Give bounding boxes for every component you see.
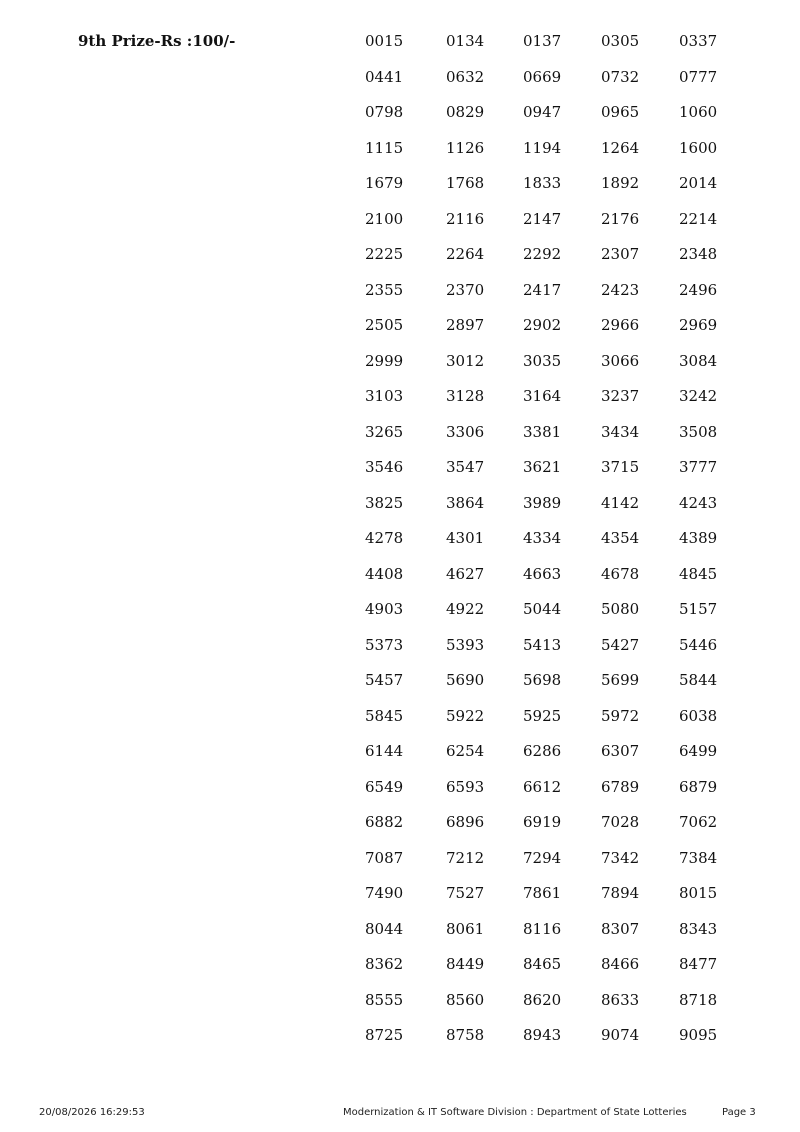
winning-number: 5393 <box>446 635 485 654</box>
number-row <box>365 137 745 173</box>
winning-number: 2292 <box>523 245 562 263</box>
winning-number: 8465 <box>523 955 562 973</box>
winning-number: 1600 <box>679 138 718 157</box>
number-row <box>365 350 745 386</box>
number-row <box>365 172 745 208</box>
winning-number: 0669 <box>523 67 562 86</box>
number-row <box>365 101 745 137</box>
winning-number: 3989 <box>523 493 562 512</box>
winning-number: 0829 <box>446 103 485 121</box>
number-row <box>365 669 745 705</box>
winning-number: 3128 <box>446 387 485 405</box>
number-row <box>365 456 745 492</box>
winning-number: 3265 <box>365 422 404 441</box>
winning-number: 5690 <box>446 671 485 689</box>
winning-number: 6919 <box>523 813 562 831</box>
winning-number: 7294 <box>523 848 562 867</box>
winning-number: 2897 <box>446 316 485 334</box>
winning-number: 6789 <box>601 777 640 796</box>
winning-number: 5044 <box>523 600 562 618</box>
winning-number: 2116 <box>446 209 485 228</box>
winning-number: 1679 <box>365 174 404 192</box>
winning-number: 3084 <box>679 351 718 370</box>
winning-number: 6612 <box>523 777 562 796</box>
winning-number: 5698 <box>523 671 562 689</box>
winning-number: 0732 <box>601 67 640 86</box>
winning-number: 0965 <box>601 103 640 121</box>
winning-number: 8758 <box>446 1026 485 1044</box>
winning-number: 5845 <box>365 706 404 725</box>
winning-number: 8718 <box>679 990 718 1009</box>
winning-number: 7894 <box>601 884 640 902</box>
winning-number: 7062 <box>679 813 718 831</box>
number-row <box>365 243 745 279</box>
winning-number: 6879 <box>679 777 718 796</box>
winning-number: 4845 <box>679 564 718 583</box>
winning-number: 8943 <box>523 1026 562 1044</box>
winning-number: 1115 <box>365 138 404 157</box>
winning-number: 3381 <box>523 422 562 441</box>
winning-number: 0947 <box>523 103 562 121</box>
winning-number: 8307 <box>601 919 640 938</box>
winning-number: 8015 <box>679 884 718 902</box>
winning-number: 0632 <box>446 67 485 86</box>
winning-number: 3237 <box>601 387 640 405</box>
winning-number: 3715 <box>601 458 640 476</box>
number-row <box>365 279 745 315</box>
number-row <box>365 30 745 66</box>
winning-number: 1833 <box>523 174 562 192</box>
winning-number: 2902 <box>523 316 562 334</box>
winning-number: 6499 <box>679 742 718 760</box>
winning-number: 9074 <box>601 1026 640 1044</box>
winning-number: 3035 <box>523 351 562 370</box>
number-row <box>365 527 745 563</box>
winning-number: 3164 <box>523 387 562 405</box>
winning-number: 2417 <box>523 280 562 299</box>
winning-number: 3012 <box>446 351 485 370</box>
winning-number: 7028 <box>601 813 640 831</box>
winning-numbers-grid <box>365 30 745 1060</box>
winning-number: 2370 <box>446 280 485 299</box>
winning-number: 5080 <box>601 600 640 618</box>
number-row <box>365 953 745 989</box>
winning-number: 3621 <box>523 458 562 476</box>
winning-number: 5457 <box>365 671 404 689</box>
winning-number: 2014 <box>679 174 718 192</box>
number-row <box>365 1024 745 1060</box>
number-row <box>365 385 745 421</box>
winning-number: 4142 <box>601 493 640 512</box>
winning-number: 2307 <box>601 245 640 263</box>
winning-number: 0798 <box>365 103 404 121</box>
winning-number: 3864 <box>446 493 485 512</box>
winning-number: 2264 <box>446 245 485 263</box>
winning-number: 8343 <box>679 919 718 938</box>
winning-number: 7212 <box>446 848 485 867</box>
winning-number: 6549 <box>365 777 404 796</box>
winning-number: 7861 <box>523 884 562 902</box>
winning-number: 0134 <box>446 32 485 50</box>
winning-number: 2496 <box>679 280 718 299</box>
winning-number: 1892 <box>601 174 640 192</box>
number-row <box>365 421 745 457</box>
winning-number: 2966 <box>601 316 640 334</box>
winning-number: 8466 <box>601 955 640 973</box>
number-row <box>365 811 745 847</box>
winning-number: 3434 <box>601 422 640 441</box>
winning-number: 4278 <box>365 529 404 547</box>
winning-number: 6254 <box>446 742 485 760</box>
print-timestamp: 20/08/2026 16:29:53 <box>39 1107 145 1118</box>
winning-number: 5413 <box>523 635 562 654</box>
winning-number: 4663 <box>523 564 562 583</box>
winning-number: 2348 <box>679 245 718 263</box>
winning-number: 8044 <box>365 919 404 938</box>
winning-number: 5972 <box>601 706 640 725</box>
number-row <box>365 882 745 918</box>
winning-number: 8362 <box>365 955 404 973</box>
winning-number: 3547 <box>446 458 485 476</box>
winning-number: 4243 <box>679 493 718 512</box>
winning-number: 2176 <box>601 209 640 228</box>
winning-number: 1126 <box>446 138 485 157</box>
winning-number: 3825 <box>365 493 404 512</box>
winning-number: 6144 <box>365 742 404 760</box>
winning-number: 4301 <box>446 529 485 547</box>
winning-number: 0337 <box>679 32 718 50</box>
winning-number: 1768 <box>446 174 485 192</box>
number-row <box>365 208 745 244</box>
number-row <box>365 705 745 741</box>
winning-number: 4627 <box>446 564 485 583</box>
winning-number: 6593 <box>446 777 485 796</box>
winning-number: 5922 <box>446 706 485 725</box>
winning-number: 8061 <box>446 919 485 938</box>
winning-number: 8555 <box>365 990 404 1009</box>
winning-number: 1060 <box>679 103 718 121</box>
winning-number: 8477 <box>679 955 718 973</box>
winning-number: 8449 <box>446 955 485 973</box>
winning-number: 0015 <box>365 32 404 50</box>
winning-number: 3242 <box>679 387 718 405</box>
number-row <box>365 598 745 634</box>
winning-number: 8633 <box>601 990 640 1009</box>
number-row <box>365 66 745 102</box>
prize-title: 9th Prize-Rs :100/- <box>78 32 236 50</box>
winning-number: 9095 <box>679 1026 718 1044</box>
winning-number: 8116 <box>523 919 562 938</box>
winning-number: 4903 <box>365 600 404 618</box>
winning-number: 2355 <box>365 280 404 299</box>
winning-number: 4408 <box>365 564 404 583</box>
winning-number: 5844 <box>679 671 718 689</box>
winning-number: 4334 <box>523 529 562 547</box>
winning-number: 2423 <box>601 280 640 299</box>
winning-number: 6307 <box>601 742 640 760</box>
winning-number: 5427 <box>601 635 640 654</box>
winning-number: 3508 <box>679 422 718 441</box>
winning-number: 0137 <box>523 32 562 50</box>
winning-number: 3066 <box>601 351 640 370</box>
winning-number: 3777 <box>679 458 718 476</box>
winning-number: 3103 <box>365 387 404 405</box>
winning-number: 8725 <box>365 1026 404 1044</box>
winning-number: 7087 <box>365 848 404 867</box>
winning-number: 7490 <box>365 884 404 902</box>
winning-number: 5699 <box>601 671 640 689</box>
number-row <box>365 563 745 599</box>
winning-number: 6882 <box>365 813 404 831</box>
division-footer: Modernization & IT Software Division : Department of State Lotteries <box>343 1107 687 1118</box>
winning-number: 7342 <box>601 848 640 867</box>
winning-number: 0441 <box>365 67 404 86</box>
winning-number: 2999 <box>365 351 404 370</box>
number-row <box>365 314 745 350</box>
winning-number: 5446 <box>679 635 718 654</box>
winning-number: 1264 <box>601 138 640 157</box>
number-row <box>365 492 745 528</box>
winning-number: 6896 <box>446 813 485 831</box>
number-row <box>365 847 745 883</box>
winning-number: 0305 <box>601 32 640 50</box>
winning-number: 4922 <box>446 600 485 618</box>
winning-number: 2214 <box>679 209 718 228</box>
winning-number: 8560 <box>446 990 485 1009</box>
winning-number: 4354 <box>601 529 640 547</box>
winning-number: 6038 <box>679 706 718 725</box>
page-number: Page 3 <box>722 1107 756 1118</box>
winning-number: 3306 <box>446 422 485 441</box>
winning-number: 8620 <box>523 990 562 1009</box>
number-row <box>365 776 745 812</box>
winning-number: 5373 <box>365 635 404 654</box>
number-row <box>365 989 745 1025</box>
winning-number: 6286 <box>523 742 562 760</box>
winning-number: 2505 <box>365 316 404 334</box>
winning-number: 2969 <box>679 316 718 334</box>
winning-number: 2225 <box>365 245 404 263</box>
winning-number: 3546 <box>365 458 404 476</box>
winning-number: 4678 <box>601 564 640 583</box>
number-row <box>365 740 745 776</box>
number-row <box>365 918 745 954</box>
winning-number: 7527 <box>446 884 485 902</box>
winning-number: 5157 <box>679 600 718 618</box>
number-row <box>365 634 745 670</box>
winning-number: 0777 <box>679 67 718 86</box>
winning-number: 5925 <box>523 706 562 725</box>
winning-number: 4389 <box>679 529 718 547</box>
winning-number: 7384 <box>679 848 718 867</box>
winning-number: 2147 <box>523 209 562 228</box>
winning-number: 2100 <box>365 209 404 228</box>
winning-number: 1194 <box>523 138 562 157</box>
